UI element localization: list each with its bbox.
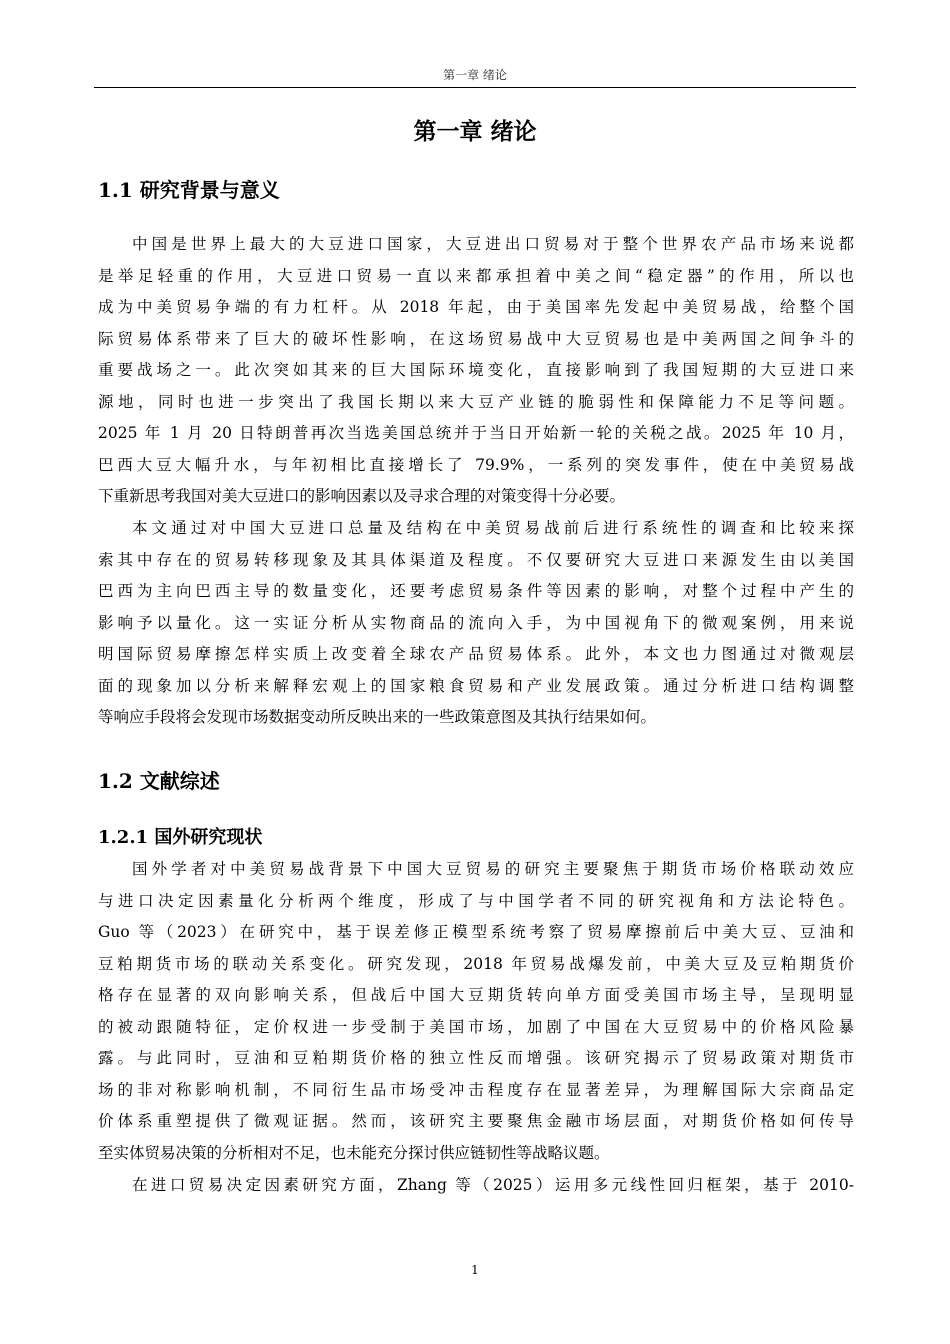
text-line: 的被动跟随特征，定价权进一步受制于美国市场，加剧了中国在大豆贸易中的价格风险暴 xyxy=(98,1017,854,1036)
text-line: 影响予以量化。这一实证分析从实物商品的流向入手，为中国视角下的微观案例，用来说 xyxy=(98,613,854,632)
text-line: 巴西大豆大幅升水，与年初相比直接增长了 79.9%，一系列的突发事件，使在中美贸易战 xyxy=(98,455,854,474)
text-line: 中国是世界上最大的大豆进口国家，大豆进出口贸易对于整个世界农产品市场来说都 xyxy=(132,235,854,253)
text-line: 索其中存在的贸易转移现象及其具体渠道及程度。不仅要研究大豆进口来源发生由以美国 xyxy=(98,550,854,569)
text-line: 本文通过对中国大豆进口总量及结构在中美贸易战前后进行系统性的调查和比较来探 xyxy=(132,519,854,537)
subsection-heading-1-2-1: 1.2.1 国外研究现状 xyxy=(98,827,263,848)
text-line: 场的非对称影响机制，不同衍生品市场受冲击程度存在显著差异，为理解国际大宗商品定 xyxy=(98,1080,854,1099)
text-line: 2025 年 1 月 20 日特朗普再次当选美国总统并于当日开始新一轮的关税之战。2025 年 10 月， xyxy=(98,424,854,442)
text-line: 在进口贸易决定因素研究方面，Zhang 等（2025）运用多元线性回归框架，基于 2010- xyxy=(132,1176,854,1194)
section-heading-1-1: 1.1 研究背景与意义 xyxy=(98,178,280,202)
text-line: 巴西为主向巴西主导的数量变化，还要考虑贸易条件等因素的影响，对整个过程中产生的 xyxy=(98,582,854,600)
chapter-title: 第一章 绪论 xyxy=(413,118,537,145)
text-line: 至实体贸易决策的分析相对不足，也未能充分探讨供应链韧性等战略议题。 xyxy=(98,1143,610,1162)
text-line: 重要战场之一。此次突如其来的巨大国际环境变化，直接影响到了我国短期的大豆进口来 xyxy=(98,361,854,379)
section-heading-1-2: 1.2 文献综述 xyxy=(98,769,220,793)
page-number: 1 xyxy=(471,1263,479,1277)
section-1-1-paragraph-2 xyxy=(98,513,854,734)
text-line: 格存在显著的双向影响关系，但战后中国大豆期货转向单方面受美国市场主导，呈现明显 xyxy=(98,986,854,1004)
text-line: 成为中美贸易争端的有力杠杆。从 2018 年起，由于美国率先发起中美贸易战，给整个国 xyxy=(98,298,854,316)
text-line: 露。与此同时，豆油和豆粕期货价格的独立性反而增强。该研究揭示了贸易政策对期货市 xyxy=(98,1049,854,1067)
section-1-2-1-paragraph-1 xyxy=(98,854,854,1169)
text-line: 国外学者对中美贸易战背景下中国大豆贸易的研究主要聚焦于期货市场价格联动效应 xyxy=(132,860,854,878)
text-line: 与进口决定因素量化分析两个维度，形成了与中国学者不同的研究视角和方法论特色。 xyxy=(98,891,854,910)
section-1-2-1-paragraph-2 xyxy=(98,1170,854,1202)
text-line: 是举足轻重的作用，大豆进口贸易一直以来都承担着中美之间“稳定器”的作用，所以也 xyxy=(98,266,854,285)
text-line: 明国际贸易摩擦怎样实质上改变着全球农产品贸易体系。此外，本文也力图通过对微观层 xyxy=(98,645,854,663)
section-1-1-paragraph-1 xyxy=(98,229,854,513)
text-line: 价体系重塑提供了微观证据。然而，该研究主要聚焦金融市场层面，对期货价格如何传导 xyxy=(98,1112,854,1130)
text-line: 豆粕期货市场的联动关系变化。研究发现，2018 年贸易战爆发前，中美大豆及豆粕期货价 xyxy=(98,954,854,973)
text-line: 下重新思考我国对美大豆进口的影响因素以及寻求合理的对策变得十分必要。 xyxy=(98,487,626,505)
text-line: Guo 等（2023）在研究中，基于误差修正模型系统考察了贸易摩擦前后中美大豆、豆油和 xyxy=(98,923,854,941)
text-line: 源地，同时也进一步突出了我国长期以来大豆产业链的脆弱性和保障能力不足等问题。 xyxy=(98,392,854,411)
text-line: 面的现象加以分析来解释宏观上的国家粮食贸易和产业发展政策。通过分析进口结构调整 xyxy=(98,676,854,695)
text-line: 等响应手段将会发现市场数据变动所反映出来的一些政策意图及其执行结果如何。 xyxy=(98,708,657,726)
running-header: 第一章 绪论 xyxy=(94,66,856,88)
text-line: 际贸易体系带来了巨大的破坏性影响，在这场贸易战中大豆贸易也是中美两国之间争斗的 xyxy=(98,329,854,348)
